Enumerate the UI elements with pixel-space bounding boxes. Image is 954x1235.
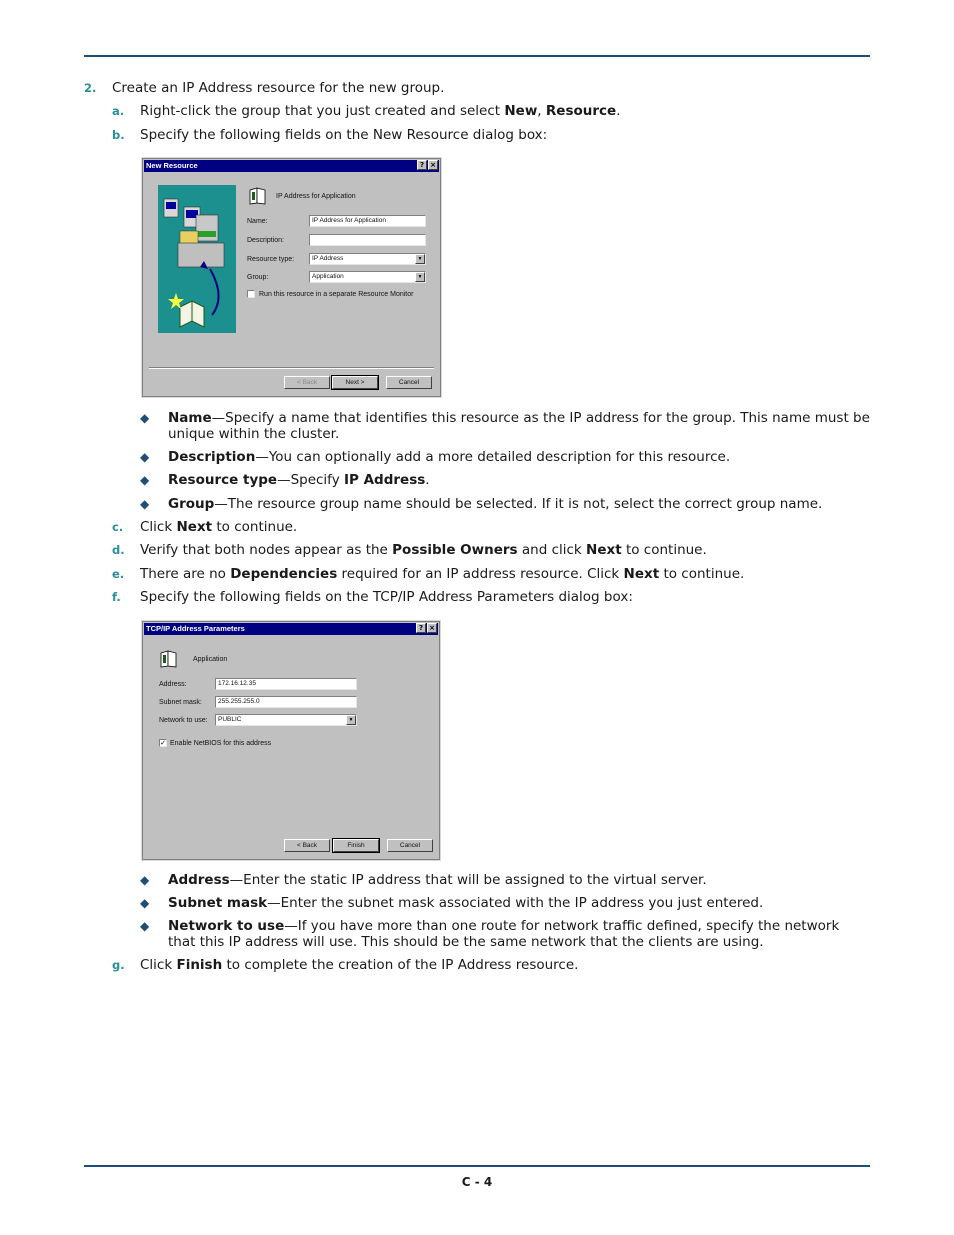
substep-letter: g. [112,958,125,972]
bullet-icon: ◆ [140,473,150,487]
bullet-icon: ◆ [140,873,150,887]
dialog-header: IP Address for Application [276,193,356,200]
header-rule [84,55,870,57]
group-label: Group: [247,274,269,281]
resource-type-label: Resource type: [247,256,295,263]
step-number: 2. [84,81,97,95]
cancel-button[interactable]: Cancel [386,376,432,389]
wizard-illustration [158,185,236,333]
description-label: Description: [247,237,284,244]
bullet-group: Group—The resource group name should be selected. If it is not, select the correct group name. [168,496,823,512]
group-select[interactable] [309,271,426,283]
dialog-header: Application [193,656,228,663]
substep-letter: c. [112,520,124,534]
group-value: Application [312,273,344,280]
step-text: Create an IP Address resource for the new group. [112,80,445,96]
help-button[interactable]: ? [417,160,427,170]
substep-text: Click Next to continue. [140,519,298,535]
substep-letter: b. [112,128,125,142]
dialog-title: New Resource [144,160,439,172]
bullet-icon: ◆ [140,896,150,910]
subnet-mask-label: Subnet mask: [159,699,202,706]
name-label: Name: [247,218,268,225]
separate-monitor-label: Run this resource in a separate Resource Monitor [259,291,414,298]
chevron-down-icon[interactable]: ▼ [415,254,425,264]
page-number: C - 4 [461,1175,493,1189]
substep-text: Click Finish to complete the creation of the IP Address resource. [140,957,579,973]
next-button[interactable]: Next > [332,376,378,389]
address-label: Address: [159,681,187,688]
network-label: Network to use: [159,717,208,724]
substep-letter: d. [112,543,125,557]
book-icon [160,650,178,668]
bullet-icon: ◆ [140,450,150,464]
substep-letter: a. [112,104,125,118]
separate-monitor-checkbox[interactable] [247,290,255,298]
book-icon [249,187,267,205]
network-value: PUBLIC [218,716,242,723]
subnet-mask-field[interactable]: 255.255.255.0 [215,696,357,708]
substep-letter: e. [112,567,125,581]
bullet-icon: ◆ [140,497,150,511]
back-button[interactable]: < Back [284,839,330,852]
substep-text: Verify that both nodes appear as the Possible Owners and click Next to continue. [140,542,707,558]
bullet-name: Name—Specify a name that identifies this resource as the IP address for the group. This name must be unique within the cluster. [168,410,870,442]
dialog-separator [149,367,434,369]
substep-text: Right-click the group that you just created and select New, Resource. [140,103,621,119]
help-button[interactable]: ? [416,623,426,633]
chevron-down-icon[interactable]: ▼ [415,272,425,282]
bullet-address: Address—Enter the static IP address that will be assigned to the virtual server. [168,872,707,888]
bullet-description: Description—You can optionally add a more detailed description for this resource. [168,449,731,465]
name-field[interactable]: IP Address for Application [309,215,426,227]
substep-text: There are no Dependencies required for an IP address resource. Click Next to continue. [140,566,745,582]
bullet-icon: ◆ [140,919,150,933]
close-button[interactable]: × [428,160,438,170]
netbios-label: Enable NetBIOS for this address [170,740,272,747]
resource-type-select[interactable] [309,253,426,265]
description-field[interactable] [309,234,426,246]
cancel-button[interactable]: Cancel [387,839,433,852]
bullet-network-to-use: Network to use—If you have more than one route for network traffic defined, specify the network that this IP address will use. This should be the same network that the clients are using. [168,918,840,950]
resource-type-value: IP Address [312,255,344,262]
footer-rule [84,1165,870,1167]
substep-letter: f. [112,590,121,604]
substep-text: Specify the following fields on the TCP/IP Address Parameters dialog box: [140,589,633,605]
netbios-checkbox[interactable]: ✓ [160,739,166,747]
substep-text: Specify the following fields on the New Resource dialog box: [140,127,548,143]
new-resource-dialog [142,158,441,397]
bullet-resource-type: Resource type—Specify IP Address. [168,472,430,488]
dialog-title: TCP/IP Address Parameters [144,623,438,635]
network-select[interactable] [215,714,357,726]
address-field[interactable]: 172.16.12.35 [215,678,357,690]
bullet-icon: ◆ [140,411,150,425]
finish-button[interactable]: Finish [333,839,379,852]
tcpip-parameters-dialog [142,621,440,860]
close-button[interactable]: × [427,623,437,633]
bullet-subnet-mask: Subnet mask—Enter the subnet mask associated with the IP address you just entered. [168,895,764,911]
back-button[interactable]: < Back [284,376,330,389]
chevron-down-icon[interactable]: ▼ [346,715,356,725]
